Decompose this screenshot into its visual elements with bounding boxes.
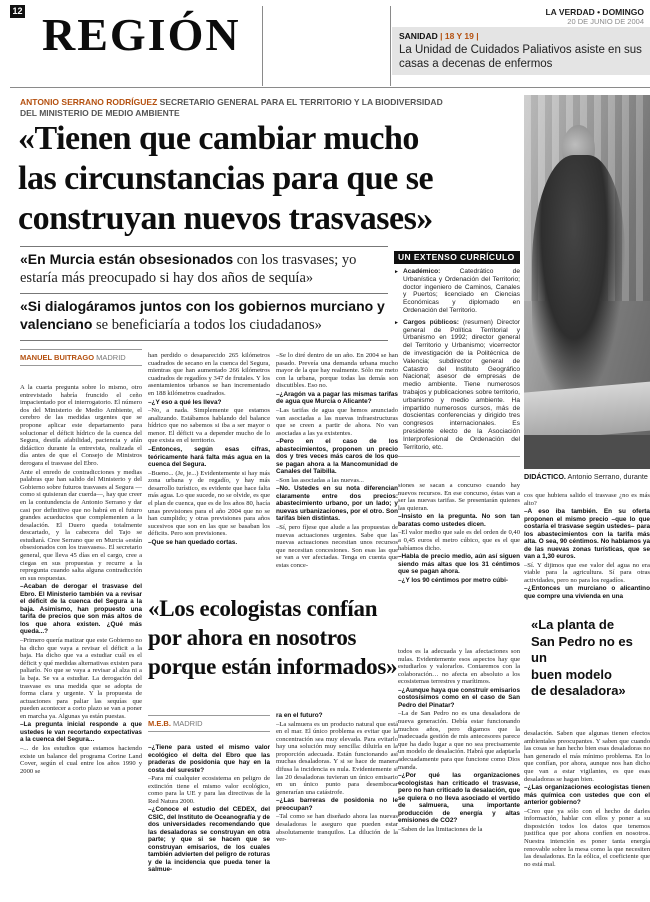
quote-line: de desaladora» xyxy=(531,683,626,698)
article1-byline xyxy=(20,349,142,366)
article-photo xyxy=(524,95,650,469)
teaser-kicker xyxy=(399,31,643,41)
kicker-role: SECRETARIO GENERAL PARA EL TERRITORIO Y LA BIODIVERSIDAD DEL MINISTERIO DE MEDIO AMBIENTE xyxy=(20,97,443,118)
curriculum-box xyxy=(394,251,520,457)
article2-column-3 xyxy=(398,648,520,896)
header-divider-right xyxy=(390,6,391,86)
subhead-1-bold: «En Murcia están obsesionados xyxy=(20,251,234,267)
curriculum-item-text: Catedrático de Urbanística y Ordenación del Territorio; doctor ingeniero de Caminos, Canales y Puertos; licenciado en Ciencias Económicas y diplomado en Ordenación del Territorio. xyxy=(403,268,520,314)
body-paragraph: –¿Entonces un murciano o alicantino que compre una vivienda en una xyxy=(524,585,650,600)
body-paragraph: –El valor medio que sale es del orden de 0,40 a 0,45 euros el metro cúbico, que es el que habíamos dicho. xyxy=(398,529,520,552)
article1-column-1 xyxy=(20,384,142,896)
teaser-page-ref: | 18 Y 19 | xyxy=(440,31,479,41)
body-paragraph: –¿Conoce el estudio del CEDEX, del CSIC, del Instituto de Oceanografía y de dos universidades recomendando que las desaladoras se construyan en otra parte; y que si se hacen que se construyan emisarios, de los cuales también advierten del peligro de roturas y de la incidencia que pueda tener la salmue- xyxy=(148,806,270,874)
body-paragraph: –A eso iba también. En su oferta proponen el mismo precio –que lo que costaría el trasvase según ustedes– para los abastecimientos con la tarifa más alta. O sea, 90 céntimos. No hablamos ya de las nuevas zonas turísticas, que se van a 1,30 euros. xyxy=(524,508,650,561)
header-rule xyxy=(10,87,650,88)
masthead-date: 20 DE JUNIO DE 2004 xyxy=(567,17,644,26)
quote-line: San Pedro no es un xyxy=(531,633,633,665)
curriculum-item-label: Académico: xyxy=(403,268,441,275)
subhead-1-rest: con los trasvases; yo estaría más preocupado si hay dos años de sequía» xyxy=(20,252,357,286)
headline-line: «Tienen que cambiar mucho xyxy=(18,120,419,157)
article1-column-2 xyxy=(148,352,270,584)
body-paragraph: –Sí. Y dijimos que ese valor del agua no era viable para la agricultura. Sí para otras actividades, pero no para los regadíos. xyxy=(524,561,650,584)
curriculum-title: UN EXTENSO CURRÍCULO xyxy=(394,251,520,264)
body-paragraph: Ante el enredo de contradicciones y medias palabras que han salido del Ministerio y del Gobierno sobre futuros trasvases al Segura —como si quisieran dar cuerda—, hay que creer en la contundencia de Antonio Serrano y dar casi por definitivo que no habrá en el futuro grandes acueductos que complementen a la desalación. El Duero queda totalmente descartado, y la cabecera del Tajo se estudiará. Cree Serrano que en Murcia «están obsesionados con los trasvases». El secretario general, que lleva 45 días en el cargo, cree a ciegas en sus propuestas y recurre a la repregunta cuando salta alguna contradicción en sus respuestas. xyxy=(20,468,142,582)
headline-line: construyan nuevos trasvases» xyxy=(18,200,433,237)
arrow-icon: ► xyxy=(394,269,399,275)
body-paragraph: –No, a nada. Simplemente que estamos analizando. Estábamos hablando del balance hídrico que no sabemos si iba a ser mayor o menor. El déficit va a depender mucho de lo que exista en el territorio. xyxy=(148,407,270,445)
curriculum-item xyxy=(394,268,520,315)
body-paragraph: –Sí, pero fíjese que alude a las propuestas de nuevas actuaciones urgentes. Sabe que las nuevas actuaciones necesitan unos recursos que necesitan concesiones. Son esas las que se van a ver afectadas. Tenga en cuenta que estas conce- xyxy=(276,523,398,569)
body-paragraph: –Acaban de derogar el trasvase del Ebro. El Ministerio también va a revisar el déficit de la cuenca del Segura a la baja. Asimismo, han propuesto una tarifa de precios que son más altos de los que ahora existen. ¿Qué más queda...? xyxy=(20,583,142,636)
photo-base xyxy=(524,435,650,469)
byline-name: M.E.B. xyxy=(148,719,171,728)
body-paragraph: –Para mí cualquier ecosistema en peligro de extinción tiene el mismo valor ecológico, como para la UE y para las directivas de la Red Natura 2000. xyxy=(148,775,270,805)
body-paragraph: –Entonces, según esas cifras, teóricamente hará falta más agua en la cuenca del Segura. xyxy=(148,446,270,469)
subhead-1 xyxy=(20,246,388,293)
quote-line: buen modelo xyxy=(531,666,612,682)
article2-quote-box xyxy=(531,617,649,700)
quote-line: «La planta de xyxy=(531,617,615,632)
body-paragraph: –Las tarifas de agua que hemos anunciado van asociadas a las nuevas infraestructuras que se creen a partir de ahora. No van asociadas a las ya existentes. xyxy=(276,406,398,437)
article1-subheads xyxy=(20,246,388,341)
body-paragraph: –¿Aragón va a pagar las mismas tarifas de agua que Murcia o Alicante? xyxy=(276,390,398,406)
body-paragraph: –La salmuera es un producto natural que está en el mar. El único problema es evitar que la concentración sea muy elevada. Para evitarlo hay una solución muy sencilla: diluirla en la proporción adecuada. Están funcionando así muchas desaladoras. Y si se hace de manera difusa la incidencia es nula. Evidentemente si las 20 desaladoras tuvieran un único emisario en un único punto para desembocar generarían una catástrofe. xyxy=(276,720,398,796)
article2-column-2 xyxy=(276,712,398,896)
body-paragraph: –Creo que ya sólo con el hecho de darles información, hablar con ellos y poner a su disposición todos los datos que tenemos justifica que por ahora confíen en nosotros. Nuestra intención es poner tanta energía renovable sobre la mesa como la que necesiten las desaladoras. En la eólica, el coeficiente que no está mal. xyxy=(524,807,650,868)
body-paragraph: –¿Y los 90 céntimos por metro cúbi- xyxy=(398,576,508,584)
body-paragraph: siones se sacan a concurso cuando hay nuevos recursos. En ese concurso, éstas van a ser las nuevas tarifas. Se presentarán quienes las quieran. xyxy=(398,482,520,512)
header-divider-left xyxy=(262,6,263,86)
body-paragraph: –Tal como se han diseñado ahora las nuevas desaladoras le aseguro que pueden estar absolutamente tranquilos. La dilución de la ver- xyxy=(276,813,398,844)
curriculum-item xyxy=(394,319,520,452)
caption-lead: DIDÁCTICO. xyxy=(524,472,566,481)
article2-byline xyxy=(148,715,270,732)
body-paragraph: –Que se han quedado cortas. xyxy=(148,538,238,546)
page-number: 12 xyxy=(10,5,25,18)
subhead-2-rest: se beneficiaría a todos los ciudadanos» xyxy=(92,317,322,333)
body-paragraph: –Insisto en la pregunta. No son tan baratas como ustedes dicen. xyxy=(398,513,520,528)
headline-line: porque están informados» xyxy=(148,654,398,679)
curriculum-items xyxy=(394,268,520,451)
article1-kicker xyxy=(20,97,450,118)
body-paragraph: –No. Ustedes en su nota diferencian claramente entre dos precios: abastecimiento urbano, por un lado; y nuevas urbanizaciones, por el otro. Son tarifas bien distintas. xyxy=(276,485,398,523)
body-paragraph: –Saben de las limitaciones de la xyxy=(398,825,483,833)
body-paragraph: desalación. Saben que algunas tienen efectos ambientales preocupantes. Y saben que cuando las cosas se han hecho bien esas desaladoras no han generado el más mínimo problema. En lo que confían, por ahora, aunque nos han dicho que van a estar vigilantes, es que esas desaladoras se hagan bien. xyxy=(524,730,650,783)
body-paragraph: –Habla de precio medio, aún así siguen siendo más altas que los 31 céntimos que se pagan ahora. xyxy=(398,553,520,576)
masthead-name: LA VERDAD • DOMINGO xyxy=(545,7,644,17)
teaser-section-label: SANIDAD xyxy=(399,31,438,41)
body-paragraph: todos es la adecuada y las afectaciones son nulas. Evidentemente esos aspectos hay que estudiarlos y valorarlos. Contaremos con la colaboración… no afecta en absoluto a los ecosistemas terrestres y marítimos. xyxy=(398,648,520,686)
curriculum-item-text: (resumen) Director general de Política Territorial y Urbanismo en 1992; director general del Territorio y Urbanismo; vicerrector de investigación de la Politécnica de Valencia; subdirector general de Catastro del Instituto Geográfico Nacional; asesor de empresas de medio ambiente. Tiene numerosos trabajos y publicaciones sobre territorio, urbanismo y medio ambiente. Ha impartido numerosos cursos, más de doscientas conferencias y dirigido tres congresos internacionales. Es presidente electo de la Asociación Interprofesional de Ordenación del Territorio, etc. xyxy=(403,318,521,451)
headline-line: las circunstancias para que se xyxy=(18,160,434,197)
body-paragraph: cos que hubiera salido el trasvase ¿no es más alto? xyxy=(524,492,650,507)
article1-headline xyxy=(18,119,524,239)
body-paragraph: ra en el futuro? xyxy=(276,712,323,719)
body-paragraph: –Bueno... (Je, je...) Evidentemente si hay más zona urbana y de regadío, y hay más desarrollo turístico, es evidente que hace falta más agua. Lo que sucede, no se olvide, es que el plan de cuenca, que es de los años 80, hacía unas previsiones para el año 2004 que no se han cumplido; y otras previsiones para años sucesivos que son en las que se basaban los déficits. Pero son previsiones. xyxy=(148,469,270,538)
kicker-name: ANTONIO SERRANO RODRÍGUEZ xyxy=(20,97,158,107)
body-paragraph: –¿Aunque haya que construir emisarios costosísimos como en el caso de San Pedro del Pinatar? xyxy=(398,686,520,709)
body-paragraph: –¿Y eso a qué les lleva? xyxy=(148,398,222,406)
byline-place: MADRID xyxy=(173,719,203,728)
section-title: REGIÓN xyxy=(42,9,241,60)
article2-column-4 xyxy=(524,730,650,896)
headline-line: «Los ecologistas confían xyxy=(148,596,378,621)
teaser-box xyxy=(392,27,650,75)
article2-column-1 xyxy=(148,744,270,896)
photo-subject-figure xyxy=(532,155,625,402)
body-paragraph: –Son las asociadas a las nuevas... xyxy=(276,476,364,484)
masthead xyxy=(545,7,644,26)
article1-column-5 xyxy=(524,492,650,614)
subhead-2-bold: «Si dialogáramos juntos con los gobiernos murciano y valenciano xyxy=(20,298,385,332)
body-paragraph: A la cuarta pregunta sobre lo mismo, otro entrevistado habría fruncido el ceño impacientado por el interrogatorio. El número dos del Ministerio de Medio Ambiente, el cerebro de las medidas urgentes que se propone aplicar este departamento para solucionar el déficit hídrico de la cuenca del Segura, destila afabilidad, paciencia y afán didáctico durante la entrevista, realizada el día antes de que el Consejo de Ministros derogara el trasvase del Ebro. xyxy=(20,384,142,467)
curriculum-item-label: Cargos públicos: xyxy=(403,318,459,326)
caption-text: Antonio Serrano, durante xyxy=(565,472,648,481)
body-paragraph: –Pero en el caso de los abastecimientos, proponen un precio dos y tres veces más caros de los que se pagan ahora a la Mancomunidad de Canales del Taibilla. xyxy=(276,438,398,476)
headline-line: por ahora en nosotros xyxy=(148,625,357,650)
byline-name: MANUEL BUITRAGO xyxy=(20,353,95,362)
body-paragraph: han perdido o desaparecido 265 kilómetros cuadrados de secano en la cuenca del Segura, mientras que han aumentado 266 kilómetros cuadrados de regadíos y 347 de frutales. Y los asentamientos urbanos se han incrementado en 188 kilómetros cuadrados. xyxy=(148,352,270,397)
teaser-text: La Unidad de Cuidados Paliativos asiste en sus casas a decenas de enfermos xyxy=(399,44,642,70)
subhead-2 xyxy=(20,293,388,341)
body-paragraph: –Primero quería matizar que este Gobierno no ha dicho que vaya a revisar el déficit a la baja. Ha dicho que va a estudiar cuál es el déficit y qué medidas alternativas existen para paliarlo. No que se vaya a revisar al alza ni a la baja. Se va a estudiar. La derogación del trasvase es una medida que se adopta de forma clara y urgente. Y la propuesta de actuaciones para paliar las sequías que pueden acontecer a corto plazo se van a poner en marcha ya. Algunas ya están puestas. xyxy=(20,636,142,720)
body-paragraph: –¿Las barreras de posidonia no le preocupan? xyxy=(276,797,398,812)
body-paragraph: –¿Tiene para usted el mismo valor ecológico el delta del Ebro que las praderas de posidonia que hay en la costa del sureste? xyxy=(148,744,270,774)
article1-column-3 xyxy=(276,352,398,584)
body-paragraph: –La pregunta inicial responde a que ustedes le van recortando expectativas a la cuenca del Segura... xyxy=(20,721,142,744)
photo-caption xyxy=(524,473,650,482)
body-paragraph: –Se lo diré dentro de un año. En 2004 se han pasado. Preveía una demanda urbana mucho mayor de la que hay realmente. Sólo me meto con la urbana, porque todas las demás son discutibles. Eso no. xyxy=(276,352,398,390)
body-paragraph: –¿Por qué las organizaciones ecologistas han criticado el trasvase, pero no han criticado la desalación, que se quiera o no lleva asociado el vertido de salmuera, una importante producción de energía y altas emisiones de CO2? xyxy=(398,772,520,825)
body-paragraph: –La de San Pedro no es una desaladora de nueva generación. Debía estar funcionando muchos años, pero digamos que la inadecuada gestión de mis antecesores parece que ha dado lugar a que no sea precisamente un modelo de desalación. Habrá que adaptarla adecuadamente para que funcione como Dios manda. xyxy=(398,710,520,771)
arrow-icon: ► xyxy=(394,319,399,326)
byline-place: MADRID xyxy=(96,353,126,362)
body-paragraph: –¿Las organizaciones ecologistas tienen más química con ustedes que con el anterior gobierno? xyxy=(524,784,650,807)
body-paragraph: –... de los estudios que estamos haciendo existe un balance del programa Corine Land Cover, según el cual entre los años 1990 y 2000 se xyxy=(20,744,142,775)
